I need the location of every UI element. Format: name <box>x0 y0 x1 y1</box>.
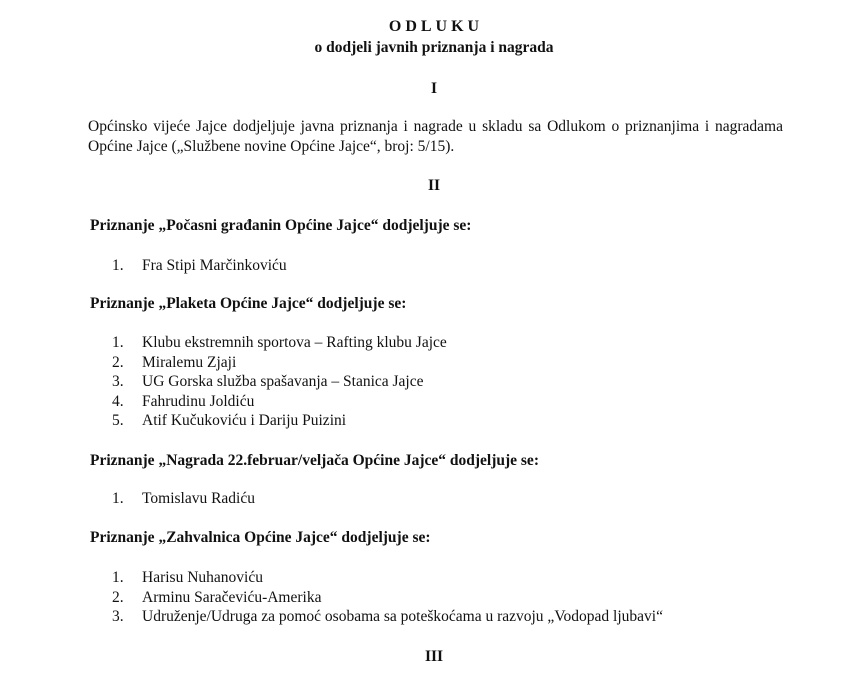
award-heading-zahvalnica: Priznanje „Zahvalnica Općine Jajce“ dodjeljuje se: <box>90 529 431 546</box>
list-item <box>112 353 447 373</box>
list-item-number: 5. <box>112 412 124 429</box>
list-item <box>112 568 663 588</box>
list-item-number: 4. <box>112 392 124 410</box>
document-title: ODLUKU <box>388 18 484 35</box>
list-item <box>112 392 447 412</box>
list-item-number: 2. <box>112 353 124 371</box>
list-item-number: 3. <box>112 373 124 390</box>
recipient-list-pocasni-gradjanin <box>112 256 287 276</box>
document-subtitle: o dodjeli javnih priznanja i nagrada <box>314 39 554 56</box>
recipient-list-zahvalnica <box>112 568 663 627</box>
award-heading-pocasni-gradjanin: Priznanje „Počasni građanin Općine Jajce“ dodjeljuje se: <box>90 217 472 234</box>
recipient-name: Miralemu Zjaji <box>142 353 237 371</box>
award-heading-plaketa: Priznanje „Plaketa Općine Jajce“ dodjeljuje se: <box>90 295 407 312</box>
list-item-number: 3. <box>112 608 124 625</box>
recipient-list-nagrada-22-februar <box>112 489 255 509</box>
list-item <box>112 588 663 608</box>
list-item-number: 1. <box>112 334 124 351</box>
list-item <box>112 411 447 431</box>
recipient-name: Klubu ekstremnih sportova – Rafting klubu Jajce <box>142 334 447 351</box>
list-item <box>112 489 255 509</box>
list-item-number: 2. <box>112 588 124 606</box>
recipient-name: Atif Kučukoviću i Dariju Puizini <box>142 412 347 429</box>
section-number-i: I <box>430 80 438 97</box>
list-item-number: 1. <box>112 257 124 274</box>
section-number-ii: II <box>427 177 441 194</box>
recipient-name: Fra Stipi Marčinkoviću <box>142 257 287 274</box>
award-heading-nagrada-22-februar: Priznanje „Nagrada 22.februar/veljača Općine Jajce“ dodjeljuje se: <box>90 452 539 469</box>
section-number-iii: III <box>424 648 444 665</box>
list-item-number: 1. <box>112 490 124 507</box>
list-item-number: 1. <box>112 569 124 586</box>
recipient-name: Udruženje/Udruga za pomoć osobama sa poteškoćama u razvoju „Vodopad ljubavi“ <box>142 608 663 625</box>
list-item <box>112 372 447 392</box>
section-i-paragraph: Općinsko vijeće Jajce dodjeljuje javna priznanja i nagrade u skladu sa Odlukom o priznanjima i nagradama Općine Jajce („Službene novine Općine Jajce“, broj: 5/15). <box>88 118 783 155</box>
recipient-name: Arminu Saračeviću-Amerika <box>142 588 322 606</box>
list-item <box>112 333 447 353</box>
list-item <box>112 256 287 276</box>
list-item <box>112 607 663 627</box>
recipient-name: Tomislavu Radiću <box>142 490 255 507</box>
recipient-name: Harisu Nuhanoviću <box>142 569 263 586</box>
recipient-name: Fahrudinu Joldiću <box>142 392 255 410</box>
recipient-list-plaketa <box>112 333 447 431</box>
recipient-name: UG Gorska služba spašavanja – Stanica Jajce <box>142 373 424 390</box>
